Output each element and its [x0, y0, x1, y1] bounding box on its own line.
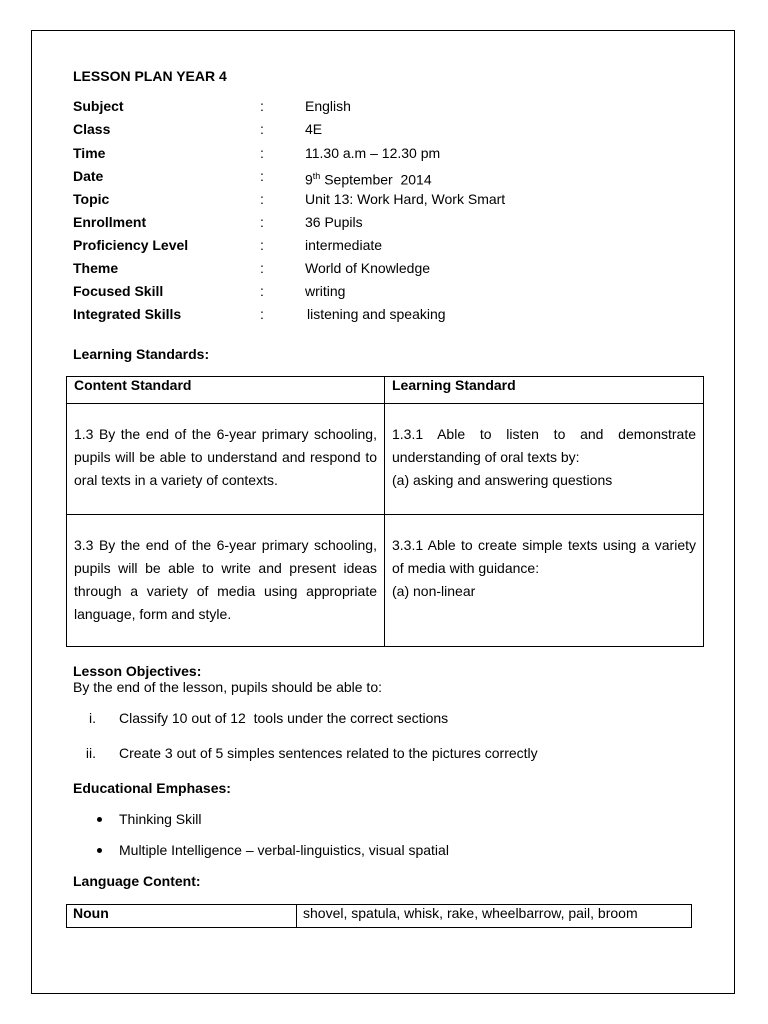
objective-number: i.: [89, 710, 96, 726]
info-label: Focused Skill: [73, 283, 164, 299]
info-row-enrollment: [73, 214, 693, 230]
info-row-date: [73, 168, 693, 188]
info-label: Time: [73, 145, 106, 161]
noun-value-cell: shovel, spatula, whisk, rake, wheelbarrow, pail, broom: [297, 905, 692, 928]
date-rest: September 2014: [320, 171, 432, 188]
cell-line: of media with guidance:: [392, 560, 540, 576]
info-row-topic: [73, 191, 693, 207]
info-colon: :: [260, 214, 264, 230]
learning-standard-header: Learning Standard: [385, 377, 704, 404]
info-row-focused-skill: [73, 283, 693, 299]
info-label: Enrollment: [73, 214, 147, 230]
table-row: [67, 515, 704, 647]
cell-line: pupils will be able to write and present ideas: [74, 560, 377, 576]
info-value: [305, 168, 432, 188]
info-value: 36 Pupils: [305, 214, 363, 230]
info-label: Integrated Skills: [73, 306, 182, 322]
info-value: World of Knowledge: [305, 260, 431, 276]
table-row: [67, 404, 704, 515]
info-value: writing: [305, 283, 346, 299]
info-row-class: [73, 121, 693, 137]
content-standard-cell: [67, 404, 385, 515]
info-colon: :: [260, 306, 264, 322]
content-standard-cell: [67, 515, 385, 647]
learning-standard-cell: [385, 404, 704, 515]
cell-line: pupils will be able to understand and respond to: [74, 449, 377, 465]
date-day: 9: [305, 171, 313, 188]
info-row-subject: [73, 98, 693, 114]
info-row-time: [73, 145, 693, 161]
info-label: Theme: [73, 260, 119, 276]
objective-number: ii.: [85, 745, 96, 761]
cell-line: oral texts in a variety of contexts.: [74, 472, 278, 488]
objectives-intro: By the end of the lesson, pupils should be able to:: [73, 679, 382, 695]
language-content-heading: Language Content:: [73, 873, 201, 889]
cell-line: through a variety of media using appropriate: [74, 583, 377, 599]
info-value: 4E: [305, 121, 323, 137]
cell-line: (a) non-linear: [392, 583, 476, 599]
info-row-theme: [73, 260, 693, 276]
info-colon: :: [260, 191, 264, 207]
info-row-integrated-skills: [73, 306, 693, 322]
language-content-table: [66, 904, 692, 928]
info-colon: :: [260, 98, 264, 114]
info-value: 11.30 a.m – 12.30 pm: [305, 145, 441, 161]
info-label: Proficiency Level: [73, 237, 189, 253]
info-colon: :: [260, 283, 264, 299]
learning-standards-heading: Learning Standards:: [73, 346, 210, 362]
info-colon: :: [260, 145, 264, 161]
info-colon: :: [260, 237, 264, 253]
info-value: listening and speaking: [307, 306, 446, 322]
emphases-heading: Educational Emphases:: [73, 780, 231, 796]
table-row: [67, 905, 692, 928]
cell-line: 3.3.1 Able to create simple texts using a variety: [392, 537, 696, 553]
bullet-icon: [97, 817, 105, 822]
emphasis-item: Thinking Skill: [119, 811, 202, 827]
info-colon: :: [260, 168, 264, 184]
info-value: English: [305, 98, 351, 114]
objective-text: Create 3 out of 5 simples sentences related to the pictures correctly: [119, 745, 538, 761]
info-value: Unit 13: Work Hard, Work Smart: [305, 191, 506, 207]
objective-text: Classify 10 out of 12 tools under the correct sections: [119, 710, 449, 726]
content-standard-header: Content Standard: [67, 377, 385, 404]
info-label: Class: [73, 121, 111, 137]
cell-line: 1.3.1 Able to listen to and demonstrate: [392, 426, 696, 442]
info-value: intermediate: [305, 237, 383, 253]
info-label: Date: [73, 168, 104, 184]
info-row-proficiency: [73, 237, 693, 253]
learning-standard-cell: [385, 515, 704, 647]
cell-line: 1.3 By the end of the 6-year primary schooling,: [74, 426, 377, 442]
info-label: Subject: [73, 98, 124, 114]
date-ordinal: th: [312, 171, 321, 181]
info-colon: :: [260, 121, 264, 137]
learning-standards-table: [66, 376, 704, 647]
page-title: LESSON PLAN YEAR 4: [73, 68, 227, 84]
info-label: Topic: [73, 191, 110, 207]
objectives-heading: Lesson Objectives:: [73, 663, 202, 679]
cell-line: understanding of oral texts by:: [392, 449, 580, 465]
info-colon: :: [260, 260, 264, 276]
emphasis-item: Multiple Intelligence – verbal-linguistics, visual spatial: [119, 842, 449, 858]
cell-line: 3.3 By the end of the 6-year primary schooling,: [74, 537, 377, 553]
bullet-icon: [97, 848, 105, 853]
cell-line: language, form and style.: [74, 606, 232, 622]
cell-line: (a) asking and answering questions: [392, 472, 613, 488]
noun-label-cell: Noun: [67, 905, 297, 928]
